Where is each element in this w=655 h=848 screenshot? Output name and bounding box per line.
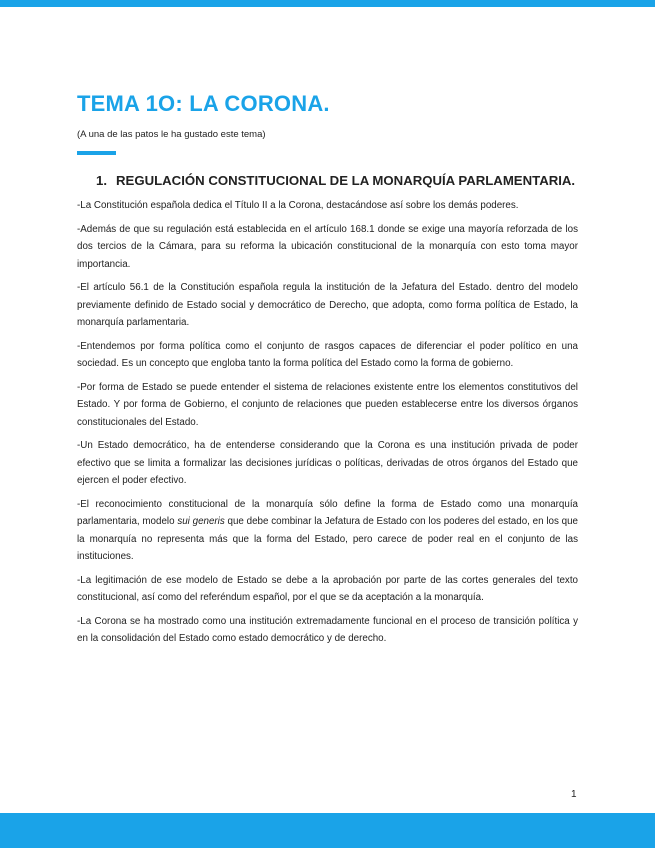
- paragraph-9: -La Corona se ha mostrado como una institución extremadamente funcional en el proceso de transición política y en la consolidación del Estado como estado democrático y de derecho.: [77, 615, 578, 644]
- title-underline: [77, 151, 116, 155]
- paragraph-4: -Entendemos por forma política como el conjunto de rasgos capaces de diferenciar el poder político en una sociedad. Es un concepto que engloba tanto la forma política del Estado como la forma de gobierno.: [77, 340, 578, 369]
- paragraph-6: -Un Estado democrático, ha de entenderse considerando que la Corona es una institución privada de poder efectivo que se limita a formalizar las decisiones jurídicas o políticas, derivadas de otros órganos del Estado que ejercen el poder efectivo.: [77, 440, 578, 486]
- paragraph-7-before: -El reconocimiento constitucional de la monarquía sólo define la forma de Estado como una monarquía parlamentaria, modelo: [77, 498, 578, 527]
- top-accent-bar: [0, 0, 655, 7]
- paragraph-7: [77, 496, 578, 566]
- document-body: [77, 90, 578, 648]
- bottom-accent-bar: [0, 813, 655, 848]
- section-number: 1.: [96, 173, 107, 188]
- paragraph-2: -Además de que su regulación está establecida en el artículo 168.1 donde se exige una mayoría reforzada de los dos tercios de la Cámara, para su reforma la ubicación constitucional de la monarquía con esto toma mayor importancia.: [77, 223, 578, 270]
- paragraph-7-italic: sui generis: [177, 516, 225, 527]
- paragraph-3: -El artículo 56.1 de la Constitución española regula la institución de la Jefatura del Estado. dentro del modelo previamente definido de Estado social y democrático de Derecho, que adopta, como forma política de Estado, la monarquía parlamentaria.: [77, 282, 578, 328]
- document-title: TEMA 1O: LA CORONA.: [77, 91, 330, 116]
- document-subtitle: (A una de las patos le ha gustado este tema): [77, 129, 266, 140]
- paragraph-7-after: que debe combinar la Jefatura de Estado con los poderes del estado, en los que la monarquía no representa más que la forma del Estado, pero carece de poder real en el conjunto de las instituciones.: [77, 516, 578, 562]
- section-heading-text: REGULACIÓN CONSTITUCIONAL DE LA MONARQUÍA PARLAMENTARIA.: [116, 173, 576, 188]
- page-number: 1: [571, 789, 577, 800]
- section-heading: [96, 172, 578, 189]
- paragraph-5: -Por forma de Estado se puede entender el sistema de relaciones existente entre los elementos constitutivos del Estado. Y por forma de Gobierno, el conjunto de relaciones que pueden establecerse entre los diversos órganos constitucionales del Estado.: [77, 381, 578, 428]
- paragraph-8: -La legitimación de ese modelo de Estado se debe a la aprobación por parte de las cortes generales del texto constitucional, así como del referéndum español, por el que se da aceptación a la monarquía.: [77, 574, 578, 603]
- paragraph-1: -La Constitución española dedica el Título II a la Corona, destacándose así sobre los demás poderes.: [77, 200, 519, 211]
